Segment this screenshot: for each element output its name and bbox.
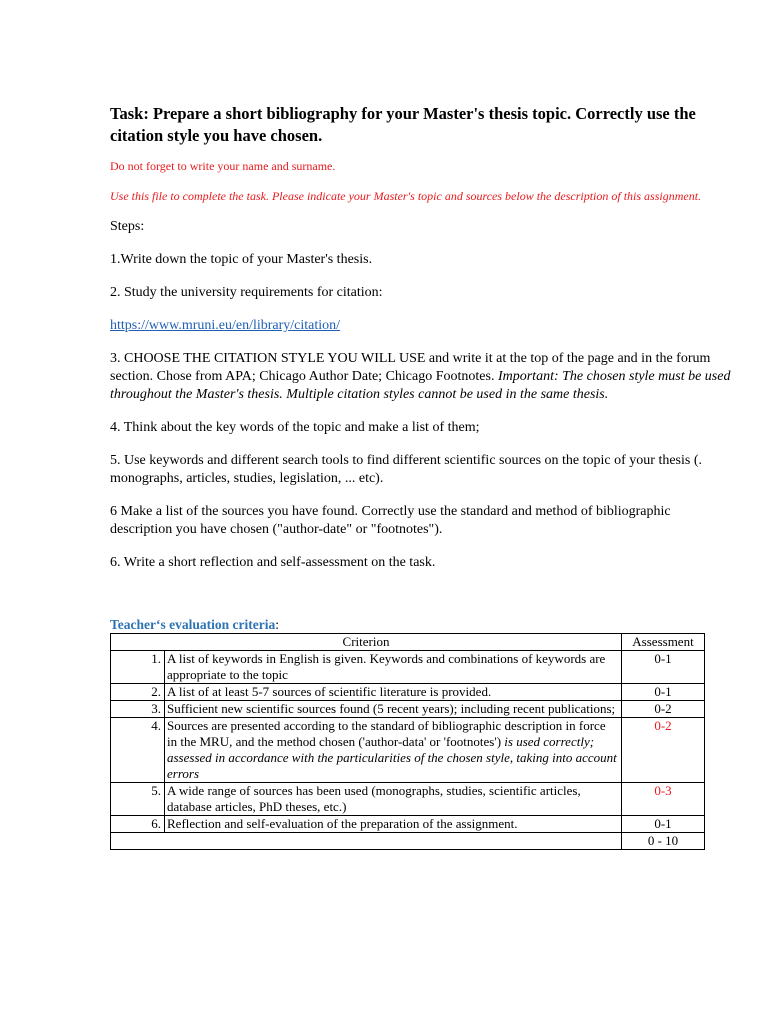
criterion-text: A wide range of sources has been used (monographs, studies, scientific articles, database articles, PhD theses, etc.) <box>165 783 622 816</box>
name-reminder: Do not forget to write your name and surname. <box>110 159 336 173</box>
step-4: 4. Think about the key words of the topic and make a list of them; <box>110 420 480 435</box>
criterion-text-plain: Sources are presented according to the standard of bibliographic description in force in the MRU, and the method chosen ('author-data' or 'footnotes') <box>167 718 606 749</box>
criteria-heading-colon: : <box>275 617 279 632</box>
step-3-text: 3. CHOOSE THE CITATION STYLE YOU WILL USE and write it at the top of the page and in the forum section. Chose from APA; Chicago Author Date; Chicago Footnotes. <box>110 351 711 384</box>
row-number: 1. <box>111 651 165 684</box>
step-3-important: Important: The chosen style must be used throughout the Master's thesis. Multiple citation styles cannot be used in the same thesis. <box>110 369 731 402</box>
row-number: 3. <box>111 701 165 718</box>
row-number: 5. <box>111 783 165 816</box>
table-row <box>111 701 705 718</box>
table-row <box>111 816 705 833</box>
criterion-text <box>165 718 622 783</box>
table-row <box>111 718 705 783</box>
criterion-text: A list of at least 5-7 sources of scientific literature is provided. <box>165 684 622 701</box>
total-label-cell <box>111 833 622 850</box>
criterion-text-italic: is used correctly; assessed in accordance with the particularities of the chosen style, taking into account errors <box>167 734 617 781</box>
score: 0-1 <box>622 651 705 684</box>
score: 0-3 <box>622 783 705 816</box>
criterion-text: Reflection and self-evaluation of the preparation of the assignment. <box>165 816 622 833</box>
criteria-heading-text: Teacher‘s evaluation criteria <box>110 617 276 632</box>
criterion-header: Criterion <box>111 634 622 651</box>
row-number: 4. <box>111 718 165 783</box>
step-1: 1.Write down the topic of your Master's thesis. <box>110 252 373 267</box>
step-2: 2. Study the university requirements for citation: <box>110 285 383 300</box>
criteria-table <box>110 633 705 850</box>
score: 0-1 <box>622 684 705 701</box>
document-page <box>110 103 735 850</box>
assessment-header: Assessment <box>622 634 705 651</box>
table-row <box>111 783 705 816</box>
row-number: 2. <box>111 684 165 701</box>
citation-link[interactable]: https://www.mruni.eu/en/library/citation/ <box>110 318 341 333</box>
step-3 <box>110 350 735 404</box>
file-instructions: Use this file to complete the task. Please indicate your Master's topic and sources below the description of this assignment. <box>110 189 702 203</box>
criterion-text: Sufficient new scientific sources found (5 recent years); including recent publications; <box>165 701 622 718</box>
score: 0-2 <box>622 701 705 718</box>
table-total-row <box>111 833 705 850</box>
criterion-text: A list of keywords in English is given. Keywords and combinations of keywords are appropriate to the topic <box>165 651 622 684</box>
task-title: Task: Prepare a short bibliography for your Master's thesis topic. Correctly use the citation style you have chosen. <box>110 104 696 145</box>
score: 0-2 <box>622 718 705 783</box>
row-number: 6. <box>111 816 165 833</box>
total-score: 0 - 10 <box>622 833 705 850</box>
citation-link-paragraph <box>110 317 735 335</box>
score: 0-1 <box>622 816 705 833</box>
table-row <box>111 684 705 701</box>
step-6-list: 6 Make a list of the sources you have found. Correctly use the standard and method of bibliographic description you have chosen ("author-date" or "footnotes"). <box>110 504 671 537</box>
step-5: 5. Use keywords and different search tools to find different scientific sources on the topic of your thesis (. monographs, articles, studies, legislation, ... etc). <box>110 453 702 486</box>
criteria-heading <box>110 617 735 633</box>
table-header-row <box>111 634 705 651</box>
table-row <box>111 651 705 684</box>
steps-label: Steps: <box>110 219 145 234</box>
step-6-reflection: 6. Write a short reflection and self-assessment on the task. <box>110 555 436 570</box>
